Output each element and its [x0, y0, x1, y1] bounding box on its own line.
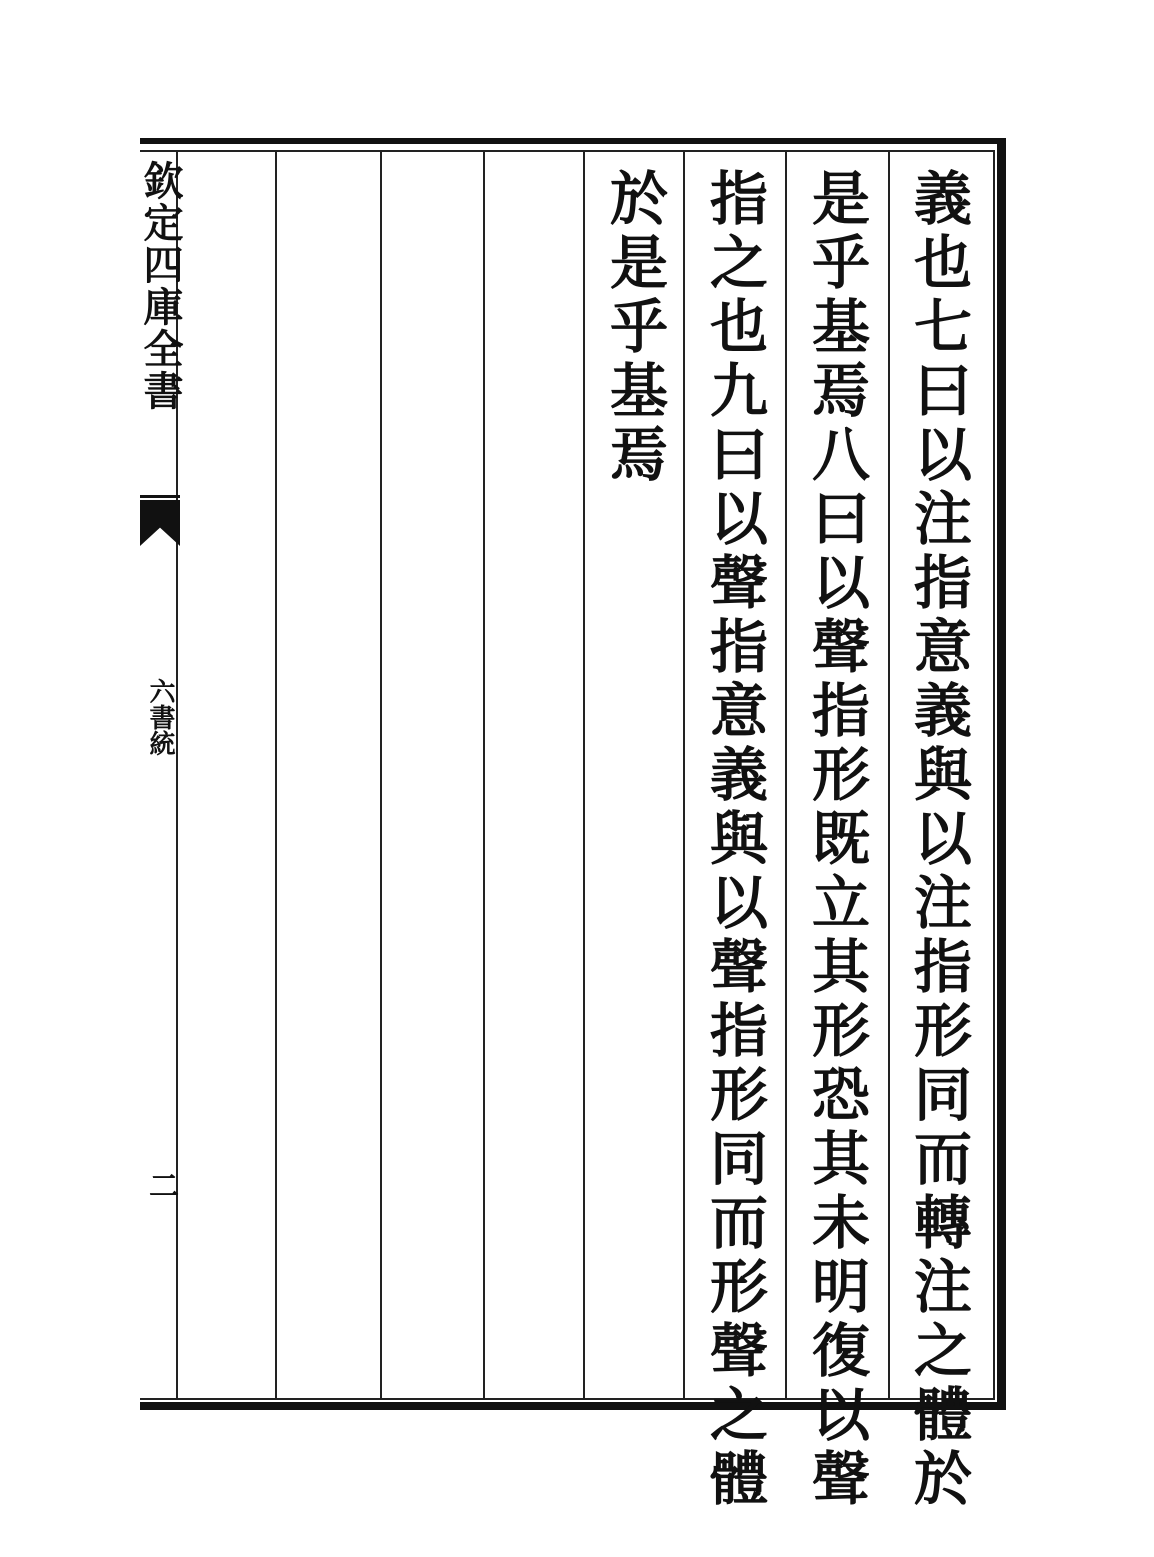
section-title: 六書統 [145, 678, 175, 756]
text-column-2: 是乎基焉八曰以聲指形既立其形恐其未明復以聲 [802, 168, 870, 1512]
column-rule [785, 150, 787, 1400]
column-rule [483, 150, 485, 1400]
book-title: 欽定四庫全書 [137, 160, 184, 412]
column-rule [275, 150, 277, 1400]
column-rule [683, 150, 685, 1400]
text-column-4: 於是乎基焉 [600, 168, 668, 488]
text-column-3: 指之也九曰以聲指意義與以聲指形同而形聲之體 [700, 168, 768, 1512]
page-number: 二 [143, 1170, 178, 1200]
column-rule [888, 150, 890, 1400]
text-column-1: 義也七曰以注指意義與以注指形同而轉注之體於 [904, 168, 972, 1512]
column-rule [583, 150, 585, 1400]
column-rule [380, 150, 382, 1400]
fish-tail-line [140, 495, 180, 498]
